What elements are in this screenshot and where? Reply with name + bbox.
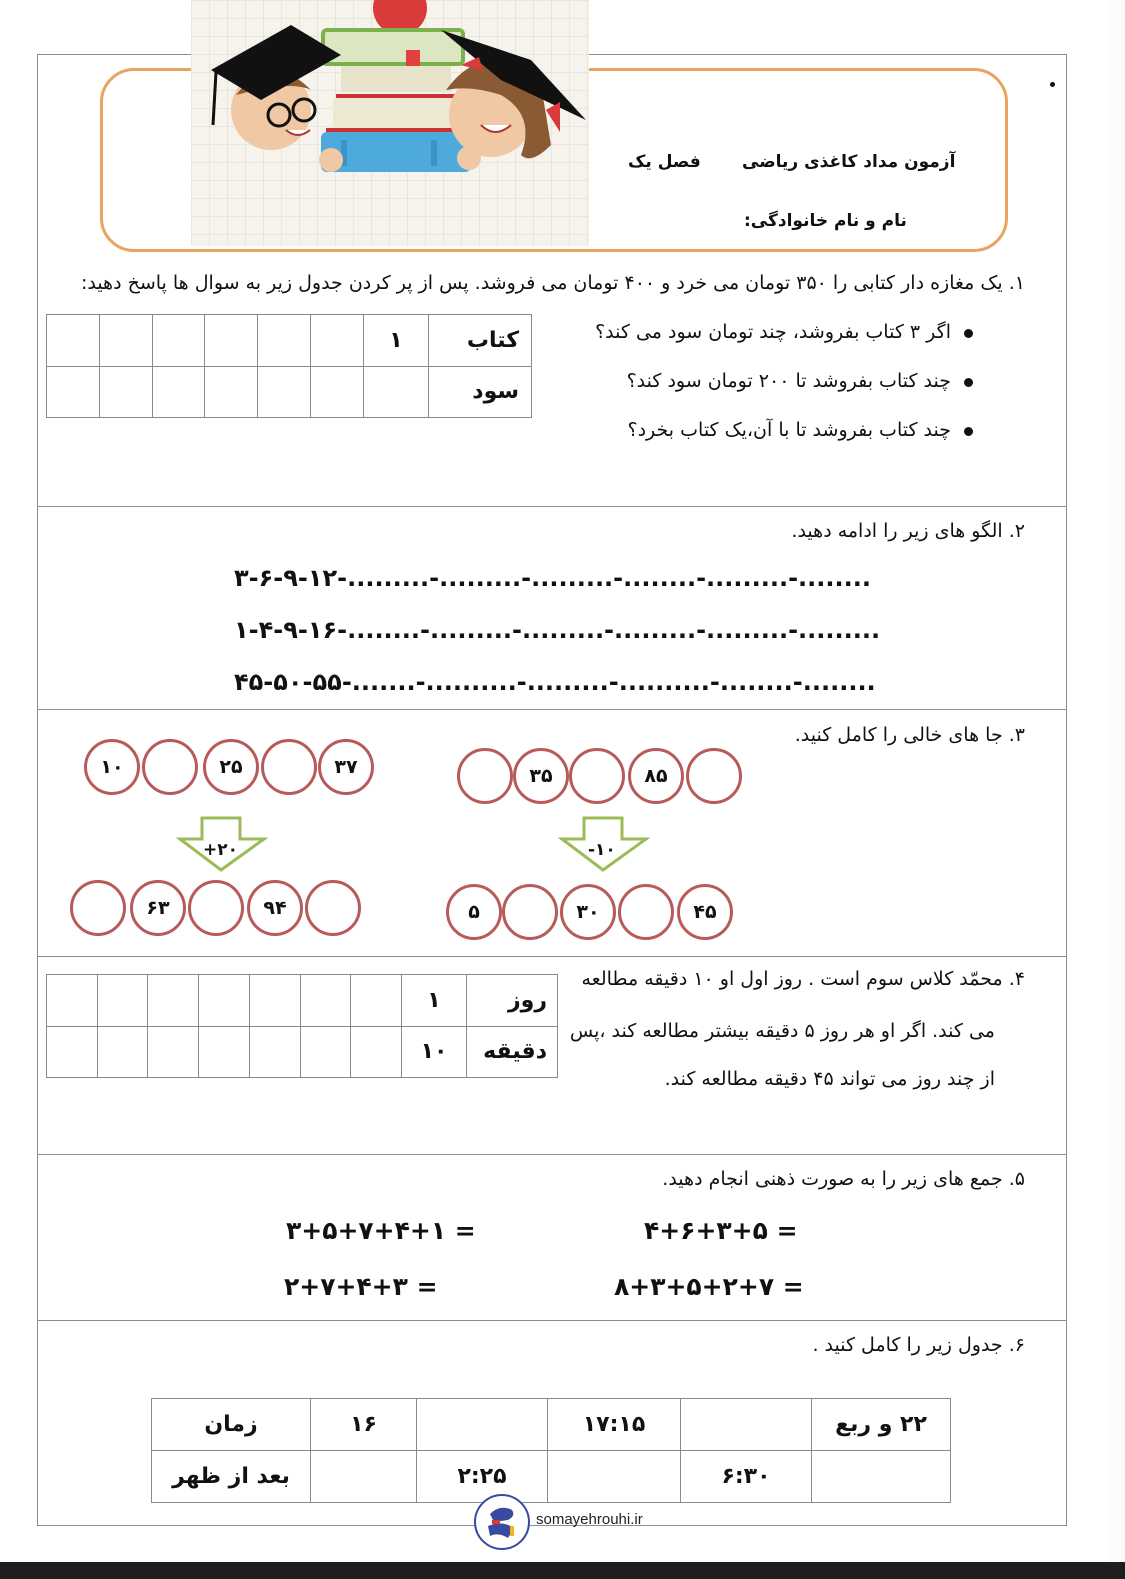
question-number: ۳. bbox=[1008, 724, 1025, 746]
question-number: ۵. bbox=[1008, 1168, 1025, 1190]
answer-cell[interactable] bbox=[99, 315, 152, 367]
sum-text: ۳+۵+۷+۴+۱ = bbox=[286, 1216, 476, 1245]
section-divider bbox=[37, 1320, 1067, 1321]
blank-circle[interactable] bbox=[457, 748, 513, 804]
student-name-label: نام و نام خانوادگی: bbox=[744, 211, 907, 231]
question-6 bbox=[812, 1334, 1025, 1356]
question-number: ۱. bbox=[1008, 272, 1025, 294]
row-label: دقیقه bbox=[467, 1026, 558, 1078]
question-4-line-1 bbox=[581, 968, 1025, 990]
time-cell: ۲:۲۵ bbox=[417, 1451, 548, 1503]
q1-subquestions bbox=[595, 308, 975, 455]
pattern-text: ۱-۴-۹-۱۶-........-.........-.........-.........-.........-......... bbox=[234, 616, 881, 644]
number-circle: ۵ bbox=[446, 884, 502, 940]
answer-cell[interactable] bbox=[351, 975, 402, 1027]
question-4-line-3: از چند روز می تواند ۴۵ دقیقه مطالعه کند. bbox=[664, 1068, 995, 1090]
answer-cell[interactable] bbox=[351, 1026, 402, 1078]
answer-cell[interactable] bbox=[311, 1451, 417, 1503]
row-label: بعد از ظهر bbox=[152, 1451, 311, 1503]
blank-circle[interactable] bbox=[70, 880, 126, 936]
logo-icon bbox=[476, 1496, 528, 1548]
answer-cell[interactable] bbox=[812, 1451, 951, 1503]
answer-cell[interactable] bbox=[199, 975, 250, 1027]
answer-cell[interactable] bbox=[205, 366, 258, 418]
table-value: ۱ bbox=[402, 975, 467, 1027]
number-circle: ۹۴ bbox=[247, 880, 303, 936]
question-text: محمّد کلاس سوم است . روز اول او ۱۰ دقیقه مطالعه bbox=[581, 968, 1003, 990]
answer-cell[interactable] bbox=[99, 366, 152, 418]
q1-table bbox=[46, 314, 532, 418]
answer-cell[interactable] bbox=[681, 1399, 812, 1451]
answer-cell[interactable] bbox=[364, 366, 429, 418]
time-cell: ۶:۳۰ bbox=[681, 1451, 812, 1503]
pattern-row[interactable] bbox=[234, 668, 876, 696]
answer-cell[interactable] bbox=[148, 975, 199, 1027]
answer-cell[interactable] bbox=[97, 1026, 148, 1078]
bottom-bar bbox=[0, 1562, 1125, 1579]
number-circle: ۶۳ bbox=[130, 880, 186, 936]
subquestion: اگر ۳ کتاب بفروشد، چند تومان سود می کند؟ bbox=[595, 308, 975, 357]
answer-cell[interactable] bbox=[152, 366, 205, 418]
number-circle: ۳۵ bbox=[513, 748, 569, 804]
answer-cell[interactable] bbox=[417, 1399, 548, 1451]
blank-circle[interactable] bbox=[142, 739, 198, 795]
question-number: ۶. bbox=[1008, 1334, 1025, 1356]
sum-text: ۸+۳+۵+۲+۷ = bbox=[614, 1272, 804, 1301]
question-text: جدول زیر را کامل کنید . bbox=[812, 1334, 1003, 1356]
section-divider bbox=[37, 709, 1067, 710]
pattern-text: ۴۵-۵۰-۵۵-.......-..........-.........-..........-........-........ bbox=[234, 668, 876, 696]
blank-circle[interactable] bbox=[569, 748, 625, 804]
answer-cell[interactable] bbox=[152, 315, 205, 367]
answer-cell[interactable] bbox=[300, 1026, 351, 1078]
graduates-with-books-icon bbox=[191, 0, 589, 246]
blank-circle[interactable] bbox=[502, 884, 558, 940]
stray-dot bbox=[1050, 82, 1055, 87]
q6-time-table bbox=[151, 1398, 951, 1503]
answer-cell[interactable] bbox=[47, 366, 100, 418]
chapter-label: فصل یک bbox=[628, 152, 701, 172]
exam-title: آزمون مداد کاغذی ریاضی bbox=[742, 152, 956, 172]
question-number: ۲. bbox=[1008, 520, 1025, 542]
blank-circle[interactable] bbox=[618, 884, 674, 940]
blank-circle[interactable] bbox=[188, 880, 244, 936]
section-divider bbox=[37, 506, 1067, 507]
subquestion: چند کتاب بفروشد تا با آن،یک کتاب بخرد؟ bbox=[595, 406, 975, 455]
question-text: الگو های زیر را ادامه دهید. bbox=[791, 520, 1003, 542]
subquestion: چند کتاب بفروشد تا ۲۰۰ تومان سود کند؟ bbox=[595, 357, 975, 406]
answer-cell[interactable] bbox=[311, 315, 364, 367]
answer-cell[interactable] bbox=[47, 1026, 98, 1078]
number-circle: ۸۵ bbox=[628, 748, 684, 804]
answer-cell[interactable] bbox=[47, 315, 100, 367]
number-circle: ۴۵ bbox=[677, 884, 733, 940]
answer-cell[interactable] bbox=[311, 366, 364, 418]
sum-expression[interactable] bbox=[286, 1216, 476, 1245]
answer-cell[interactable] bbox=[199, 1026, 250, 1078]
number-circle: ۱۰ bbox=[84, 739, 140, 795]
question-text: جمع های زیر را به صورت ذهنی انجام دهید. bbox=[662, 1168, 1003, 1190]
question-number: ۴. bbox=[1008, 968, 1025, 990]
answer-cell[interactable] bbox=[258, 315, 311, 367]
answer-cell[interactable] bbox=[548, 1451, 681, 1503]
answer-cell[interactable] bbox=[97, 975, 148, 1027]
answer-cell[interactable] bbox=[148, 1026, 199, 1078]
pattern-row[interactable] bbox=[234, 564, 871, 592]
question-2 bbox=[791, 520, 1025, 542]
sum-expression[interactable] bbox=[284, 1272, 438, 1301]
number-circle: ۲۵ bbox=[203, 739, 259, 795]
question-5 bbox=[662, 1168, 1025, 1190]
question-4-line-2: می کند. اگر او هر روز ۵ دقیقه بیشتر مطالعه کند ،پس bbox=[569, 1020, 995, 1042]
graduates-illustration bbox=[191, 0, 589, 246]
answer-cell[interactable] bbox=[258, 366, 311, 418]
question-3 bbox=[795, 724, 1025, 746]
answer-cell[interactable] bbox=[249, 975, 300, 1027]
question-text: جا های خالی را کامل کنید. bbox=[794, 724, 1003, 746]
number-circle: ۳۷ bbox=[318, 739, 374, 795]
q4-table bbox=[46, 974, 558, 1078]
sum-text: ۴+۶+۳+۵ = bbox=[644, 1216, 798, 1245]
time-cell: ۱۶ bbox=[311, 1399, 417, 1451]
table-value: ۱ bbox=[364, 315, 429, 367]
footer-url[interactable]: somayehrouhi.ir bbox=[536, 1511, 643, 1528]
sum-expression[interactable] bbox=[644, 1216, 798, 1245]
table-value: ۱۰ bbox=[402, 1026, 467, 1078]
row-label: سود bbox=[429, 366, 532, 418]
row-label: زمان bbox=[152, 1399, 311, 1451]
question-1 bbox=[81, 272, 1025, 294]
answer-cell[interactable] bbox=[47, 975, 98, 1027]
pattern-text: ۳-۶-۹-۱۲-.........-.........-.........-........-.........-........ bbox=[234, 564, 871, 592]
answer-cell[interactable] bbox=[249, 1026, 300, 1078]
row-label: کتاب bbox=[429, 315, 532, 367]
blank-circle[interactable] bbox=[686, 748, 742, 804]
time-cell: ۲۲ و ربع bbox=[812, 1399, 951, 1451]
answer-cell[interactable] bbox=[300, 975, 351, 1027]
time-cell: ۱۷:۱۵ bbox=[548, 1399, 681, 1451]
row-label: روز bbox=[467, 975, 558, 1027]
blank-circle[interactable] bbox=[305, 880, 361, 936]
sum-expression[interactable] bbox=[614, 1272, 804, 1301]
pattern-row[interactable] bbox=[234, 616, 880, 644]
answer-cell[interactable] bbox=[205, 315, 258, 367]
blank-circle[interactable] bbox=[261, 739, 317, 795]
right-margin bbox=[1108, 0, 1125, 1579]
site-logo bbox=[474, 1494, 530, 1550]
section-divider bbox=[37, 956, 1067, 957]
operation-label: +۲۰ bbox=[203, 840, 238, 860]
number-circle: ۳۰ bbox=[560, 884, 616, 940]
sum-text: ۲+۷+۴+۳ = bbox=[284, 1272, 438, 1301]
operation-label: -۱۰ bbox=[588, 840, 616, 860]
section-divider bbox=[37, 1154, 1067, 1155]
question-text: یک مغازه دار کتابی را ۳۵۰ تومان می خرد و ۴۰۰ تومان می فروشد. پس از پر کردن جدول زیر به سوال ها پاسخ دهید: bbox=[80, 272, 1003, 294]
